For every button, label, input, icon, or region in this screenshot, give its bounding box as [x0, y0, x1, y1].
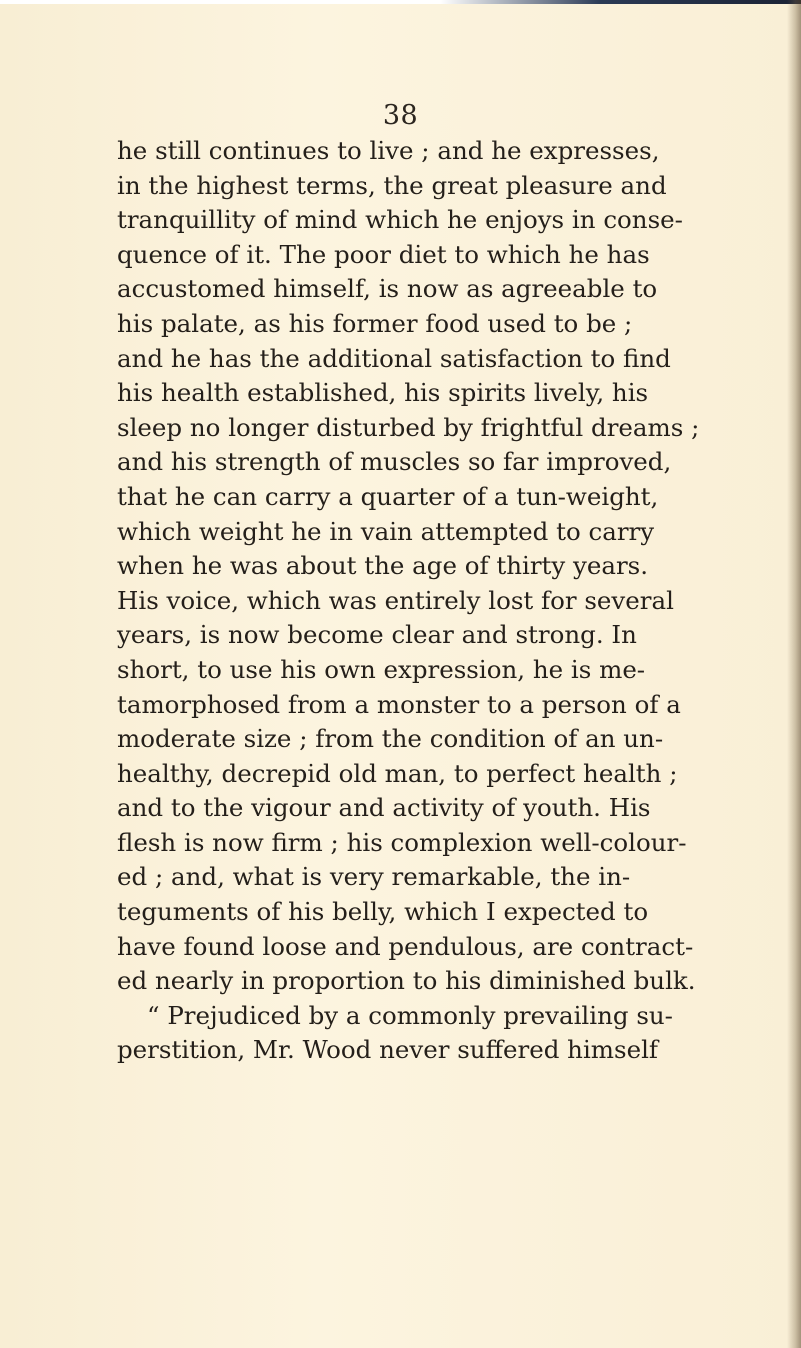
text-line: tranquillity of mind which he enjoys in conse- [117, 205, 683, 235]
text-line: tamorphosed from a monster to a person of a [117, 689, 681, 719]
text-line: short, to use his own expression, he is me- [117, 654, 646, 684]
text-line: quence of it. The poor diet to which he has [117, 239, 650, 269]
text-line: His voice, which was entirely lost for several [117, 585, 674, 615]
text-line: perstition, Mr. Wood never suffered himself [117, 1035, 658, 1065]
text-line: when he was about the age of thirty years. [117, 551, 649, 581]
text-line: “ Prejudiced by a commonly prevailing su- [147, 1000, 673, 1030]
text-line: his health established, his spirits lively, his [117, 378, 649, 408]
text-line: and his strength of muscles so far improved, [117, 447, 672, 477]
text-line: moderate size ; from the condition of an un- [117, 724, 664, 754]
page-binding-shadow [787, 0, 801, 1348]
page-top-edge [0, 0, 801, 4]
text-line: ed ; and, what is very remarkable, the in- [117, 862, 631, 892]
text-line: ed nearly in proportion to his diminished bulk. [117, 966, 696, 996]
text-line: accustomed himself, is now as agreeable to [117, 274, 658, 304]
text-line: flesh is now firm ; his complexion well-colour- [117, 827, 687, 857]
text-line: sleep no longer disturbed by frightful dreams ; [117, 412, 700, 442]
text-line: and he has the additional satisfaction to find [117, 343, 671, 373]
page-number: 38 [382, 100, 419, 131]
text-line: healthy, decrepid old man, to perfect health ; [117, 758, 678, 788]
text-line: have found loose and pendulous, are contract- [117, 931, 694, 961]
text-line: that he can carry a quarter of a tun-weight, [117, 481, 659, 511]
body-text [117, 134, 785, 1068]
text-line: he still continues to live ; and he expresses, [117, 136, 660, 165]
text-line: his palate, as his former food used to be ; [117, 308, 633, 338]
text-line: teguments of his belly, which I expected to [117, 897, 649, 927]
text-line: and to the vigour and activity of youth. His [117, 793, 651, 823]
text-line: in the highest terms, the great pleasure and [117, 170, 667, 200]
text-line: which weight he in vain attempted to carry [117, 516, 655, 546]
text-line: years, is now become clear and strong. In [117, 620, 637, 650]
